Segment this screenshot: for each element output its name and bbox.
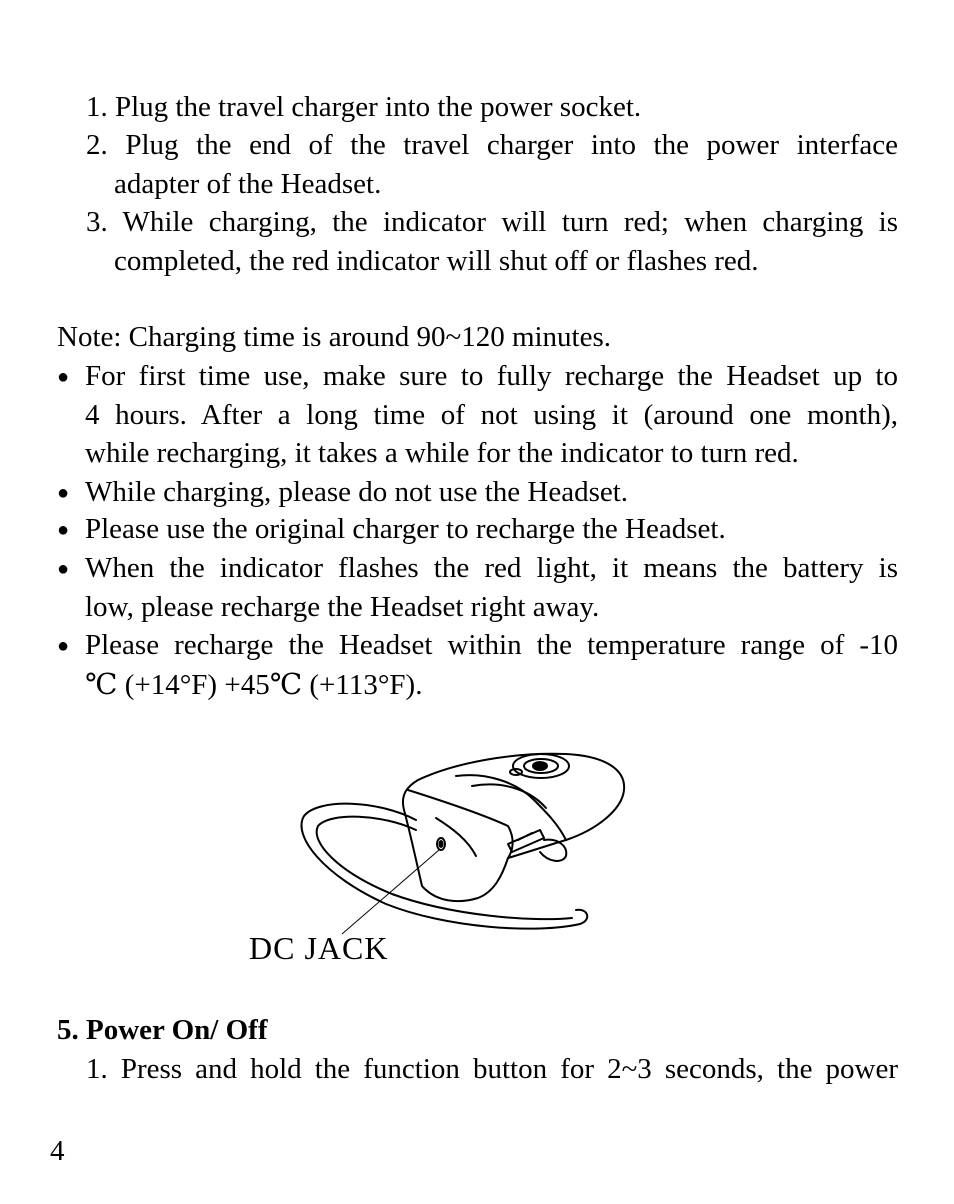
bullet-marker: ● <box>57 519 70 541</box>
bullet-2: While charging, please do not use the Headset. <box>85 476 629 508</box>
bullet-3: Please use the original charger to recharge the Headset. <box>85 513 726 545</box>
step-3-continued: completed, the red indicator will shut off or flashes red. <box>114 245 759 277</box>
bullet-1: For first time use, make sure to fully recharge the Headset up to <box>85 360 898 392</box>
dc-jack-label: DC JACK <box>249 930 389 966</box>
step-3: 3. While charging, the indicator will turn red; when charging is <box>86 206 898 238</box>
step-2-continued: adapter of the Headset. <box>114 168 382 200</box>
bullet-5-continued: ℃ (+14°F) +45℃ (+113°F). <box>85 669 423 701</box>
step-1: 1. Plug the travel charger into the power socket. <box>86 91 642 123</box>
page-number: 4 <box>50 1135 65 1167</box>
section-heading: 5. Power On/ Off <box>57 1014 268 1046</box>
bullet-1-continued: while recharging, it takes a while for the indicator to turn red. <box>85 437 799 469</box>
bullet-5: Please recharge the Headset within the temperature range of -10 <box>85 629 898 661</box>
bullet-marker: ● <box>57 558 70 580</box>
headset-illustration-icon <box>296 748 636 938</box>
bullet-marker: ● <box>57 482 70 504</box>
step-2: 2. Plug the end of the travel charger into the power interface <box>86 129 898 161</box>
bullet-1-continued: 4 hours. After a long time of not using it (around one month), <box>85 399 898 431</box>
bullet-marker: ● <box>57 635 70 657</box>
charging-note: Note: Charging time is around 90~120 minutes. <box>57 321 612 353</box>
bullet-4: When the indicator flashes the red light, it means the battery is <box>85 552 898 584</box>
bullet-marker: ● <box>57 366 70 388</box>
section-step-1: 1. Press and hold the function button for 2~3 seconds, the power <box>86 1053 898 1085</box>
bullet-4-continued: low, please recharge the Headset right away. <box>85 591 600 623</box>
